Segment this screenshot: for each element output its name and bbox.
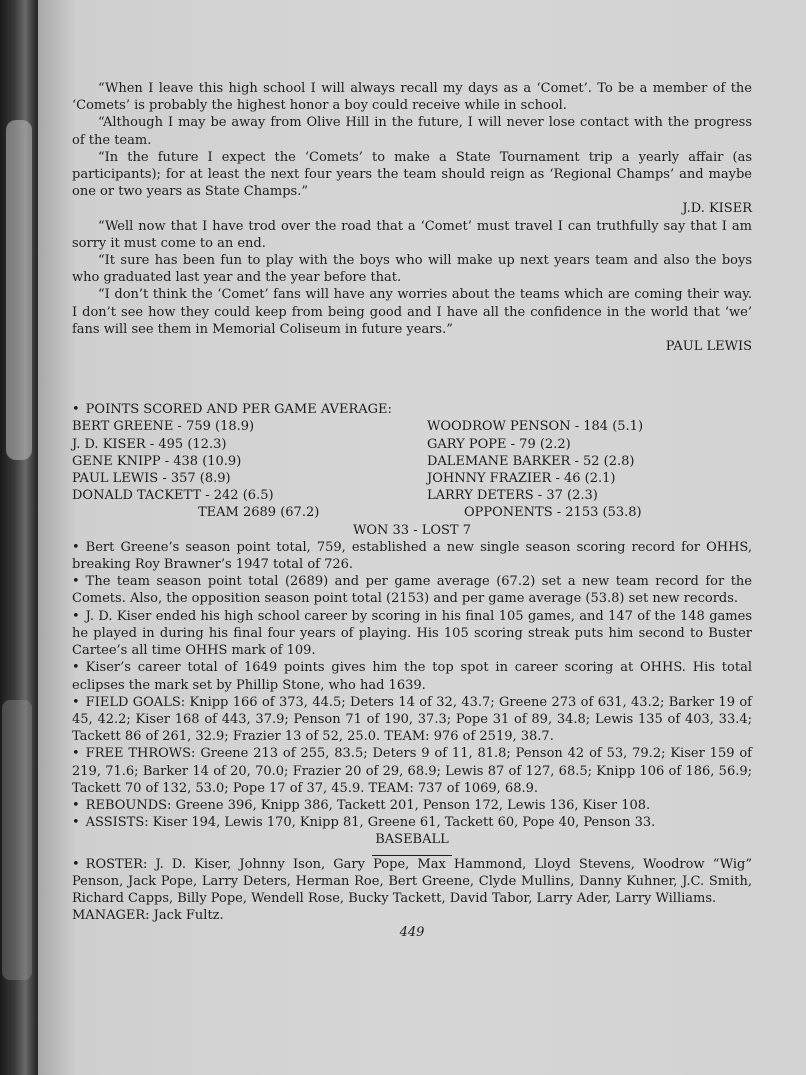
points-row: PAUL LEWIS - 357 (8.9) <box>72 471 231 487</box>
points-row: DONALD TACKETT - 242 (6.5) <box>72 488 274 504</box>
note-item: • J. D. Kiser ended his high school career by scoring in his final 105 games, and 147 of the 148 games he played in during his final four years of playing. His 105 scoring streak puts him second to Buster Cartee’s all time OHHS mark of 109. <box>72 608 752 660</box>
assists-note: • ASSISTS: Kiser 194, Lewis 170, Knipp 81, Greene 61, Tackett 60, Pope 40, Penson 33. <box>72 814 752 831</box>
field-goals-note: • FIELD GOALS: Knipp 166 of 373, 44.5; Deters 14 of 32, 43.7; Greene 273 of 631, 43.2; Barker 19 of 45, 42.2; Kiser 168 of 443, 37.9; Penson 71 of 190, 37.3; Pope 31 of 89, 34.8; Lewis 135 of 403, 33.4; Tackett 86 of 261, 32.9; Frazier 13 of 52, 25.0. TEAM: 976 of 2519, 38.7. <box>72 694 752 746</box>
points-row: GENE KNIPP - 438 (10.9) <box>72 453 242 469</box>
points-table <box>72 418 752 504</box>
photo-figure <box>2 700 32 980</box>
book-page <box>38 0 806 1075</box>
baseball-roster: • ROSTER: J. D. Kiser, Johnny Ison, Gary Pope, Max Hammond, Lloyd Stevens, Woodrow “Wig” Penson, Jack Pope, Larry Deters, Herman Roe, Bert Greene, Clyde Mullins, Danny Kuhner, J.C. Smith, Richard Capps, Billy Pope, Wendell Rose, Bucky Tackett, David Tabor, Larry Ader, Larry Williams. <box>72 856 752 908</box>
page-text <box>72 80 752 942</box>
team-total: TEAM 2689 (67.2) <box>198 505 320 521</box>
points-row: DALEMANE BARKER - 52 (2.8) <box>427 453 635 469</box>
points-row: JOHNNY FRAZIER - 46 (2.1) <box>427 471 616 487</box>
points-row: BERT GREENE - 759 (18.9) <box>72 419 255 435</box>
lewis-quote-3: “I don’t think the ‘Comet’ fans will have any worries about the teams which are coming their way. I don’t see how they could keep from being good and I have all the confidence in the world that ‘we’ fans will see them in Memorial Coliseum in future years.” <box>72 287 752 337</box>
free-throws-note: • FREE THROWS: Greene 213 of 255, 83.5; Deters 9 of 11, 81.8; Penson 42 of 53, 79.2; Kiser 159 of 219, 71.6; Barker 14 of 20, 70.0; Frazier 20 of 29, 68.9; Lewis 87 of 127, 68.5; Knipp 106 of 186, 56.9; Tackett 70 of 132, 53.0; Pope 17 of 37, 45.9. TEAM: 737 of 1069, 68.9. <box>72 745 752 797</box>
page-number: 449 <box>399 925 425 941</box>
opponents-total: OPPONENTS - 2153 (53.8) <box>464 505 642 521</box>
photo-figure <box>6 120 32 460</box>
points-row: WOODROW PENSON - 184 (5.1) <box>427 419 644 435</box>
points-row: GARY POPE - 79 (2.2) <box>427 436 571 452</box>
note-item: • Bert Greene’s season point total, 759, established a new single season scoring record for OHHS, breaking Roy Brawner’s 1947 total of 726. <box>72 539 752 573</box>
baseball-heading: BASEBALL <box>375 832 449 848</box>
season-record: WON 33 - LOST 7 <box>353 522 471 538</box>
lewis-signature: PAUL LEWIS <box>665 339 752 355</box>
lewis-quote-2: “It sure has been fun to play with the boys who will make up next years team and also the boys who graduated last year and the year before that. <box>72 253 752 286</box>
kiser-quote-3: “In the future I expect the ‘Comets’ to make a State Tournament trip a yearly affair (as participants); for at least the next four years the team should reign as ‘Regional Champs’ and maybe one or two years as State Champs.” <box>72 149 752 200</box>
baseball-manager: MANAGER: Jack Fultz. <box>72 908 224 924</box>
kiser-quote-2: “Although I may be away from Olive Hill in the future, I will never lose contact with the progress of the team. <box>72 115 752 148</box>
kiser-quote-1: “When I leave this high school I will always recall my days as a ‘Comet’. To be a member of the ‘Comets’ is probably the highest honor a boy could receive while in school. <box>72 81 752 114</box>
lewis-quote-1: “Well now that I have trod over the road that a ‘Comet’ must travel I can truthfully say that I am sorry it must come to an end. <box>72 218 752 251</box>
points-row: LARRY DETERS - 37 (2.3) <box>427 488 598 504</box>
points-row: J. D. KISER - 495 (12.3) <box>72 436 227 452</box>
kiser-signature: J.D. KISER <box>682 201 752 217</box>
adjacent-page-photo <box>0 0 36 1075</box>
note-item: • Kiser’s career total of 1649 points gives him the top spot in career scoring at OHHS. His total eclipses the mark set by Phillip Stone, who had 1639. <box>72 659 752 693</box>
rebounds-note: • REBOUNDS: Greene 396, Knipp 386, Tackett 201, Penson 172, Lewis 136, Kiser 108. <box>72 797 752 814</box>
points-heading: • POINTS SCORED AND PER GAME AVERAGE: <box>72 401 752 418</box>
note-item: • The team season point total (2689) and per game average (67.2) set a new team record for the Comets. Also, the opposition season point total (2153) and per game average (53.8) set new records. <box>72 573 752 607</box>
